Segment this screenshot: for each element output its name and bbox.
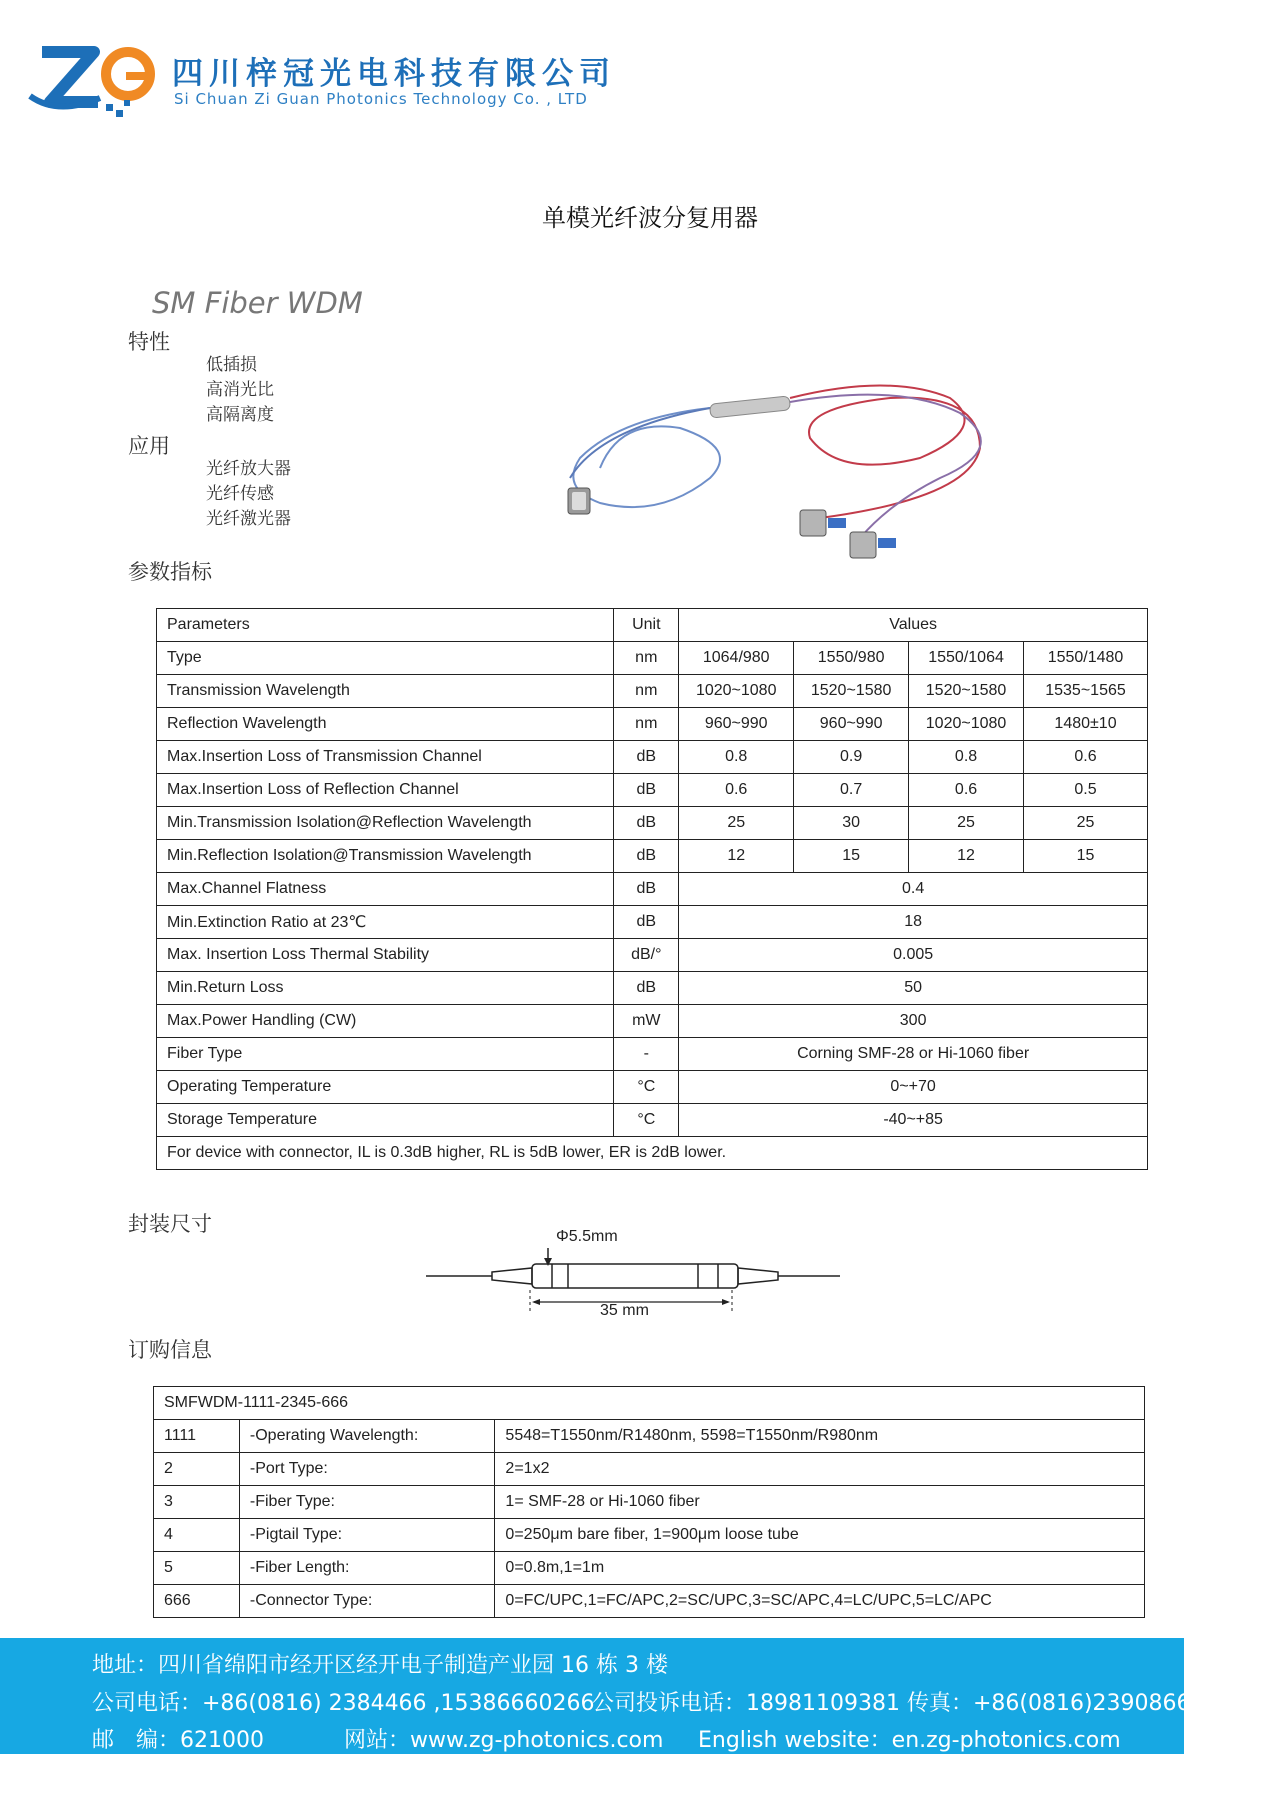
table-header-row [157,609,1148,642]
value-cell: 0.5 [1024,774,1148,807]
value-cell: 1064/980 [679,642,794,675]
company-logo [28,38,158,122]
unit-cell: - [614,1038,679,1071]
value-cell: 0.7 [794,774,909,807]
feature-item: 高隔离度 [206,405,274,425]
value-cell: 1550/1480 [1024,642,1148,675]
unit-cell: dB [614,774,679,807]
order-value: 0=0.8m,1=1m [495,1552,1145,1585]
table-row [154,1486,1145,1519]
param-cell: Reflection Wavelength [157,708,614,741]
order-label: -Port Type: [239,1453,495,1486]
value-cell: 1535~1565 [1024,675,1148,708]
param-cell: Min.Transmission Isolation@Reflection Wavelength [157,807,614,840]
order-label: -Operating Wavelength: [239,1420,495,1453]
value-cell: 18 [679,906,1148,939]
unit-cell: dB [614,873,679,906]
ordering-code-row [154,1387,1145,1420]
param-cell: Max.Insertion Loss of Reflection Channel [157,774,614,807]
features-heading: 特性 [128,330,170,354]
table-note: For device with connector, IL is 0.3dB higher, RL is 5dB lower, ER is 2dB lower. [157,1137,1148,1170]
order-key: 1111 [154,1420,240,1453]
param-cell: Operating Temperature [157,1071,614,1104]
table-row [154,1585,1145,1618]
table-row [157,906,1148,939]
value-cell: 1550/1064 [909,642,1024,675]
order-value: 1= SMF-28 or Hi-1060 fiber [495,1486,1145,1519]
footer-phone: 公司电话：+86(0816) 2384466 ,15386660266 [92,1691,595,1716]
value-cell: 0.6 [909,774,1024,807]
unit-cell: dB [614,906,679,939]
application-item: 光纤激光器 [206,509,291,529]
table-row [157,642,1148,675]
order-key: 3 [154,1486,240,1519]
table-row [157,1005,1148,1038]
table-row [157,741,1148,774]
order-label: -Connector Type: [239,1585,495,1618]
order-value: 2=1x2 [495,1453,1145,1486]
value-cell: 50 [679,972,1148,1005]
table-row [157,1071,1148,1104]
value-cell: 1020~1080 [679,675,794,708]
value-cell: 1520~1580 [794,675,909,708]
footer-complaint: 公司投诉电话：18981109381 传真：+86(0816)2390866 [592,1691,1191,1716]
table-row [157,1038,1148,1071]
value-cell: 25 [679,807,794,840]
application-item: 光纤放大器 [206,459,291,479]
unit-cell: nm [614,675,679,708]
header-parameters: Parameters [157,609,614,642]
value-cell: 15 [794,840,909,873]
value-cell: 1020~1080 [909,708,1024,741]
table-note-row [157,1137,1148,1170]
order-key: 666 [154,1585,240,1618]
param-cell: Max.Insertion Loss of Transmission Channel [157,741,614,774]
feature-item: 高消光比 [206,380,274,400]
value-cell: 1520~1580 [909,675,1024,708]
value-cell: 15 [1024,840,1148,873]
value-cell: 960~990 [679,708,794,741]
application-item: 光纤传感 [206,484,274,504]
unit-cell: °C [614,1104,679,1137]
unit-cell: mW [614,1005,679,1038]
company-name-en: Si Chuan Zi Guan Photonics Technology Co. , LTD [174,90,588,108]
param-cell: Min.Extinction Ratio at 23℃ [157,906,614,939]
table-row [157,840,1148,873]
unit-cell: dB/° [614,939,679,972]
package-heading: 封装尺寸 [128,1212,212,1236]
length-label: 35 mm [600,1302,649,1319]
value-cell: 25 [909,807,1024,840]
unit-cell: nm [614,642,679,675]
param-cell: Type [157,642,614,675]
param-cell: Min.Return Loss [157,972,614,1005]
table-row [157,807,1148,840]
page-title-en: SM Fiber WDM [152,286,363,320]
value-cell: 0.005 [679,939,1148,972]
unit-cell: dB [614,807,679,840]
header-values: Values [679,609,1148,642]
value-cell: 0.9 [794,741,909,774]
param-cell: Storage Temperature [157,1104,614,1137]
table-row [157,972,1148,1005]
unit-cell: nm [614,708,679,741]
diameter-label: Φ5.5mm [556,1228,618,1245]
value-cell: 12 [679,840,794,873]
order-key: 2 [154,1453,240,1486]
table-row [154,1519,1145,1552]
footer-address: 地址：四川省绵阳市经开区经开电子制造产业园 16 栋 3 楼 [92,1653,668,1678]
value-cell: 0.8 [679,741,794,774]
table-row [157,675,1148,708]
value-cell: Corning SMF-28 or Hi-1060 fiber [679,1038,1148,1071]
unit-cell: °C [614,1071,679,1104]
value-cell: 0~+70 [679,1071,1148,1104]
spec-heading: 参数指标 [128,560,212,584]
table-row [157,873,1148,906]
value-cell: 0.4 [679,873,1148,906]
applications-heading: 应用 [128,434,170,458]
value-cell: 300 [679,1005,1148,1038]
value-cell: 1480±10 [1024,708,1148,741]
order-key: 4 [154,1519,240,1552]
param-cell: Max.Power Handling (CW) [157,1005,614,1038]
order-label: -Fiber Type: [239,1486,495,1519]
unit-cell: dB [614,741,679,774]
param-cell: Max. Insertion Loss Thermal Stability [157,939,614,972]
value-cell: 0.6 [679,774,794,807]
value-cell: 12 [909,840,1024,873]
table-row [154,1453,1145,1486]
footer-postcode: 邮 编：621000 [92,1728,264,1753]
order-value: 0=250μm bare fiber, 1=900μm loose tube [495,1519,1145,1552]
unit-cell: dB [614,840,679,873]
order-key: 5 [154,1552,240,1585]
table-row [154,1420,1145,1453]
table-row [154,1552,1145,1585]
table-row [157,774,1148,807]
value-cell: 30 [794,807,909,840]
param-cell: Fiber Type [157,1038,614,1071]
order-label: -Pigtail Type: [239,1519,495,1552]
company-name-cn: 四川梓冠光电科技有限公司 [172,56,616,92]
param-cell: Transmission Wavelength [157,675,614,708]
footer-website-link[interactable]: 网站：www.zg-photonics.com [344,1728,664,1753]
param-cell: Min.Reflection Isolation@Transmission Wavelength [157,840,614,873]
page-title-cn: 单模光纤波分复用器 [542,204,758,232]
product-image [560,368,1060,568]
order-value: 0=FC/UPC,1=FC/APC,2=SC/UPC,3=SC/APC,4=LC/UPC,5=LC/APC [495,1585,1145,1618]
unit-cell: dB [614,972,679,1005]
ordering-code: SMFWDM-1111-2345-666 [154,1387,1145,1420]
param-cell: Max.Channel Flatness [157,873,614,906]
header-unit: Unit [614,609,679,642]
table-row [157,708,1148,741]
value-cell: 0.6 [1024,741,1148,774]
ordering-table [153,1386,1145,1618]
footer-english-website-link[interactable]: English website：en.zg-photonics.com [698,1728,1121,1753]
order-value: 5548=T1550nm/R1480nm, 5598=T1550nm/R980nm [495,1420,1145,1453]
value-cell: 0.8 [909,741,1024,774]
feature-item: 低插损 [206,355,257,375]
table-row [157,939,1148,972]
table-row [157,1104,1148,1137]
order-label: -Fiber Length: [239,1552,495,1585]
value-cell: -40~+85 [679,1104,1148,1137]
ordering-heading: 订购信息 [128,1338,212,1362]
spec-table [156,608,1148,1170]
value-cell: 1550/980 [794,642,909,675]
value-cell: 960~990 [794,708,909,741]
value-cell: 25 [1024,807,1148,840]
